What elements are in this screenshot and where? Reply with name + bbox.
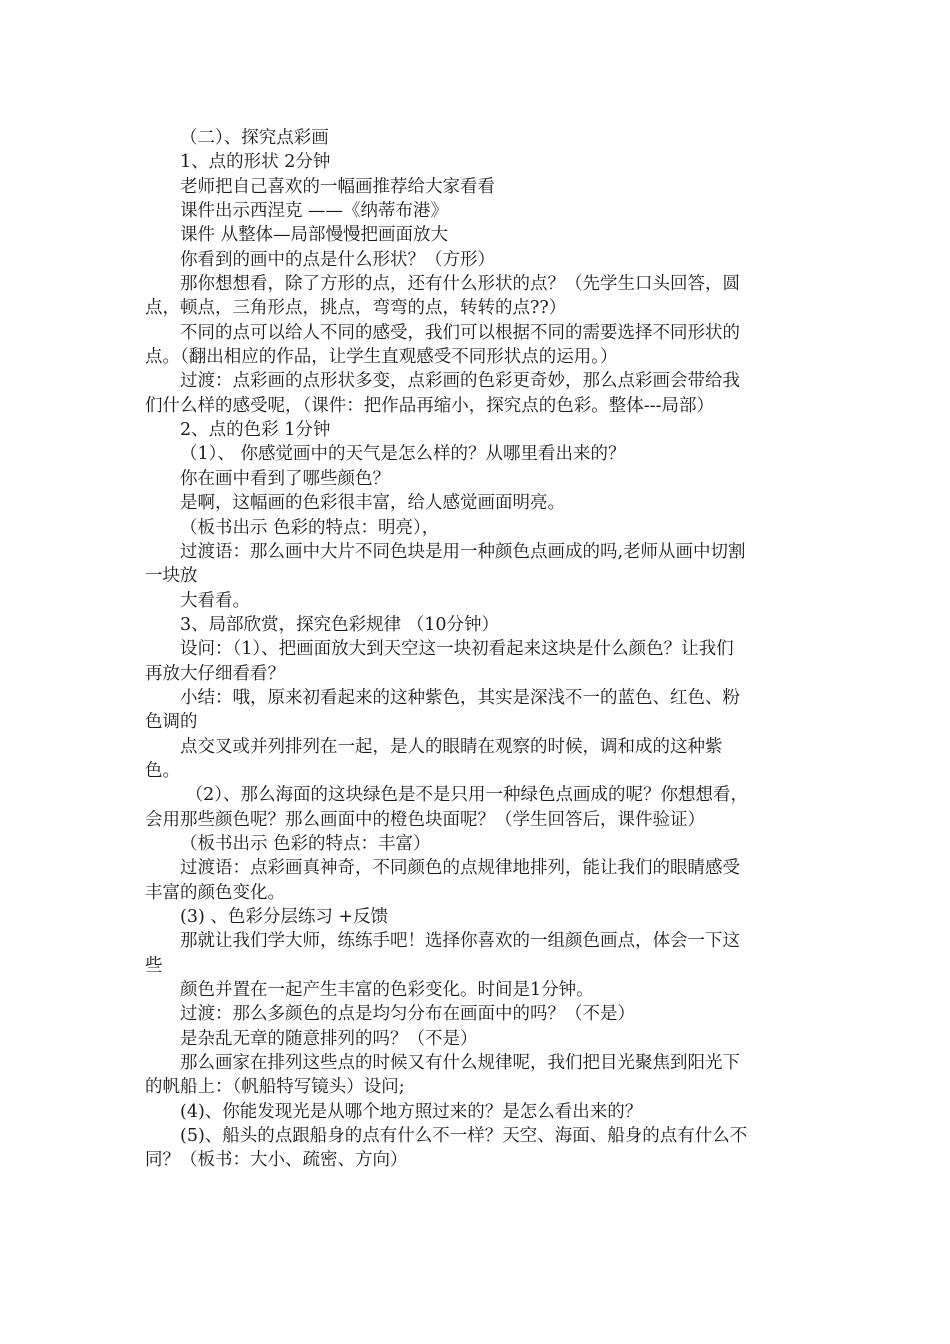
text-line: 们什么样的感受呢，（课件：把作品再缩小，探究点的色彩。整体---局部） bbox=[145, 395, 714, 416]
text-line: 过渡语：那么画中大片不同色块是用一种颜色点画成的吗,老师从画中切割 bbox=[180, 541, 746, 562]
text-line: 你看到的画中的点是什么形状？（方形） bbox=[180, 249, 495, 270]
text-line: （板书出示 色彩的特点：明亮）， bbox=[180, 517, 440, 538]
text-line: 一块放 bbox=[145, 566, 198, 587]
text-line: 课件 从整体—局部慢慢把画面放大 bbox=[180, 225, 449, 246]
text-line: 老师把自己喜欢的一幅画推荐给大家看看 bbox=[180, 176, 495, 197]
text-line: (4)、你能发现光是从哪个地方照过来的？是怎么看出来的？ bbox=[180, 1101, 643, 1122]
text-line: 课件出示西涅克 ——《纳蒂布港》 bbox=[180, 201, 449, 222]
text-line: 过渡语：点彩画真神奇，不同颜色的点规律地排列，能让我们的眼睛感受 bbox=[180, 858, 740, 879]
text-line: 那么画家在排列这些点的时候又有什么规律呢，我们把目光聚焦到阳光下 bbox=[180, 1053, 740, 1074]
text-line: 同？（板书：大小、疏密、方向） bbox=[145, 1150, 408, 1171]
text-line: 些 bbox=[145, 955, 163, 976]
text-line: 颜色并置在一起产生丰富的色彩变化。时间是1分钟。 bbox=[180, 980, 594, 1001]
text-line: 1、点的形状 2分钟 bbox=[180, 152, 331, 173]
text-line: 会用那些颜色呢？那么画面中的橙色块面呢？（学生回答后，课件验证） bbox=[145, 809, 705, 830]
text-line: 过渡：那么多颜色的点是均匀分布在画面中的吗？（不是） bbox=[180, 1004, 635, 1025]
text-line: 点。（翻出相应的作品，让学生直观感受不同形状点的运用。） bbox=[145, 347, 618, 368]
text-line: (5)、船头的点跟船身的点有什么不一样？天空、海面、船身的点有什么不 bbox=[180, 1126, 748, 1147]
text-line: 的帆船上：（帆船特写镜头）设问; bbox=[145, 1077, 405, 1098]
text-line: 色调的 bbox=[145, 712, 198, 733]
text-line: （二）、探究点彩画 bbox=[180, 128, 329, 148]
text-line: 丰富的颜色变化。 bbox=[145, 882, 285, 903]
text-line: （板书出示 色彩的特点：丰富） bbox=[180, 833, 431, 854]
text-line: 点，顿点，三角形点，挑点，弯弯的点，转转的点??） bbox=[145, 298, 567, 319]
document-body bbox=[145, 126, 815, 1173]
text-line: 再放大仔细看看？ bbox=[145, 663, 285, 684]
text-line: 2、点的色彩 1分钟 bbox=[180, 420, 331, 441]
text-line: (3) 、色彩分层练习 +反馈 bbox=[180, 907, 389, 927]
text-line: 你在画中看到了哪些颜色？ bbox=[180, 468, 390, 489]
text-line: 是啊，这幅画的色彩很丰富，给人感觉画面明亮。 bbox=[180, 493, 565, 514]
text-line: 大看看。 bbox=[180, 590, 250, 611]
text-line: 小结：哦，原来初看起来的这种紫色，其实是深浅不一的蓝色、红色、粉 bbox=[180, 687, 740, 708]
text-line: 是杂乱无章的随意排列的吗？（不是） bbox=[180, 1028, 478, 1049]
text-line: 不同的点可以给人不同的感受，我们可以根据不同的需要选择不同形状的 bbox=[180, 322, 740, 343]
text-line: 点交叉或并列排列在一起，是人的眼睛在观察的时候，调和成的这种紫 bbox=[180, 736, 723, 757]
text-line: 3、局部欣赏，探究色彩规律 （10分钟） bbox=[180, 614, 499, 635]
text-line: 设问：（1）、把画面放大到天空这一块初看起来这块是什么颜色？让我们 bbox=[180, 639, 734, 660]
text-line: （1）、 你感觉画中的天气是怎么样的？从哪里看出来的？ bbox=[180, 444, 626, 465]
text-line: 色。 bbox=[145, 760, 180, 781]
text-line: （2）、那么海面的这块绿色是不是只用一种绿色点画成的呢？你想想看， bbox=[180, 785, 748, 806]
text-line: 那就让我们学大师，练练手吧！选择你喜欢的一组颜色画点，体会一下这 bbox=[180, 931, 740, 952]
text-line: 过渡：点彩画的点形状多变，点彩画的色彩更奇妙，那么点彩画会带给我 bbox=[180, 371, 740, 392]
text-line: 那你想想看，除了方形的点，还有什么形状的点？（先学生口头回答，圆 bbox=[180, 274, 740, 295]
